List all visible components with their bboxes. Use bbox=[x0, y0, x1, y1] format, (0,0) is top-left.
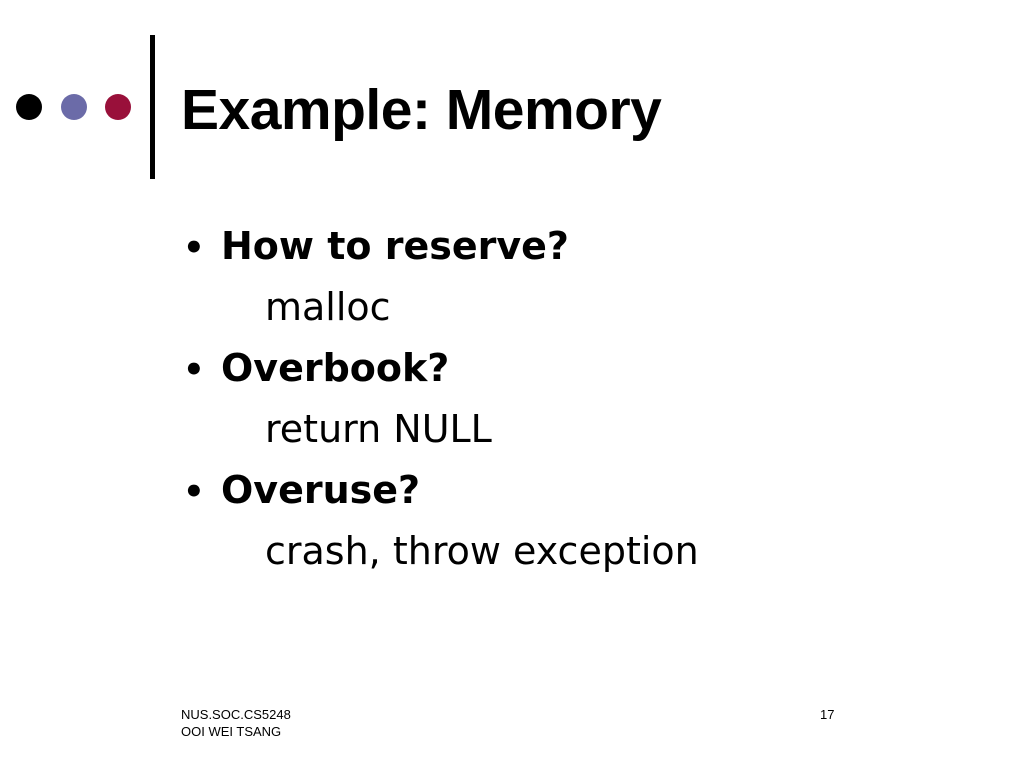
bullet-icon: • bbox=[183, 228, 205, 268]
sub-item: return NULL bbox=[265, 407, 492, 451]
footer-author: OOI WEI TSANG bbox=[181, 724, 282, 739]
footer-course: NUS.SOC.CS5248 bbox=[181, 707, 291, 722]
decorative-dot-red bbox=[105, 94, 131, 120]
bullet-heading: Overbook? bbox=[221, 346, 450, 390]
decorative-dot-black bbox=[16, 94, 42, 120]
bullet-list bbox=[183, 220, 699, 586]
bullet-heading: How to reserve? bbox=[221, 224, 569, 268]
decorative-dot-purple bbox=[61, 94, 87, 120]
sub-item: malloc bbox=[265, 285, 391, 329]
bullet-icon: • bbox=[183, 472, 205, 512]
bullet-heading: Overuse? bbox=[221, 468, 421, 512]
bullet-item bbox=[183, 342, 699, 394]
title-divider bbox=[150, 35, 155, 179]
bullet-item bbox=[183, 464, 699, 516]
footer-credit bbox=[181, 706, 291, 740]
slide-title: Example: Memory bbox=[181, 78, 662, 142]
bullet-item bbox=[183, 220, 699, 272]
bullet-icon: • bbox=[183, 350, 205, 390]
sub-item: crash, throw exception bbox=[265, 529, 699, 573]
page-number: 17 bbox=[820, 707, 835, 722]
